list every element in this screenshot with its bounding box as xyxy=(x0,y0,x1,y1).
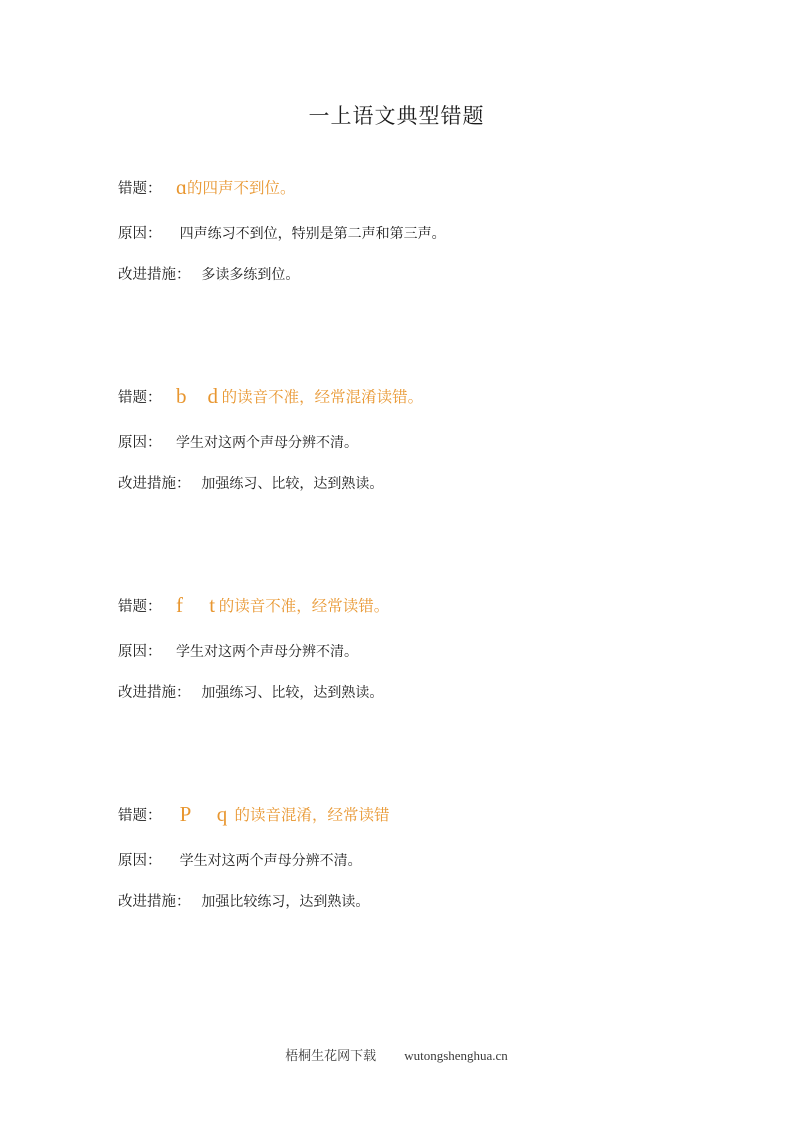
entry-spacer xyxy=(118,307,703,381)
error-label: 错题： xyxy=(118,390,162,406)
error-text: 的读音不准，经常混淆读错。 xyxy=(221,389,424,406)
error-letter: f t xyxy=(176,593,216,617)
error-entry xyxy=(118,590,703,705)
reason-text: 四声练习不到位，特别是第二声和第三声。 xyxy=(179,226,446,242)
reason-label: 原因： xyxy=(118,852,162,869)
page-title: 一上语文典型错题 xyxy=(308,104,485,128)
entry-spacer xyxy=(118,725,703,799)
improvement-text: 多读多练到位。 xyxy=(201,268,300,284)
reason-label: 原因： xyxy=(118,434,162,451)
error-letter: b d xyxy=(176,384,218,408)
error-entry xyxy=(118,381,703,496)
improvement-line xyxy=(118,474,703,496)
error-text: 的四声不到位。 xyxy=(186,180,296,197)
reason-text: 学生对这两个声母分辨不清。 xyxy=(176,644,358,660)
document-content xyxy=(0,130,793,914)
entry-spacer xyxy=(118,516,703,590)
error-line xyxy=(118,799,703,831)
reason-line xyxy=(118,642,703,664)
error-text: 的读音混淆，经常读错 xyxy=(234,807,390,824)
reason-text: 学生对这两个声母分辨不清。 xyxy=(176,435,358,451)
error-label: 错题： xyxy=(118,181,162,197)
error-line xyxy=(118,381,703,413)
improvement-text: 加强练习、比较，达到熟读。 xyxy=(201,477,384,493)
improvement-line xyxy=(118,892,703,914)
reason-text: 学生对这两个声母分辨不清。 xyxy=(179,853,362,869)
error-label: 错题： xyxy=(118,599,162,615)
reason-line xyxy=(118,433,703,455)
footer-url: wutongshenghua.cn xyxy=(404,1048,508,1063)
error-text: 的读音不准，经常读错。 xyxy=(218,598,390,615)
improvement-line xyxy=(118,683,703,705)
error-entry xyxy=(118,172,703,287)
improvement-label: 改进措施： xyxy=(118,685,191,702)
error-line xyxy=(118,172,703,204)
improvement-text: 加强比较练习，达到熟读。 xyxy=(201,895,370,911)
improvement-label: 改进措施： xyxy=(118,267,191,284)
page-footer xyxy=(0,1045,793,1064)
error-label: 错题： xyxy=(118,808,162,824)
error-entry xyxy=(118,799,703,914)
error-line xyxy=(118,590,703,622)
footer-source: 梧桐生花网下载 xyxy=(285,1048,377,1063)
improvement-line xyxy=(118,265,703,287)
reason-label: 原因： xyxy=(118,225,162,242)
improvement-label: 改进措施： xyxy=(118,476,191,493)
reason-line xyxy=(118,851,703,873)
improvement-text: 加强练习、比较，达到熟读。 xyxy=(201,686,384,702)
error-letter: P q xyxy=(179,802,228,826)
reason-line xyxy=(118,224,703,246)
reason-label: 原因： xyxy=(118,643,162,660)
error-letter: ɑ xyxy=(176,175,187,199)
improvement-label: 改进措施： xyxy=(118,894,191,911)
